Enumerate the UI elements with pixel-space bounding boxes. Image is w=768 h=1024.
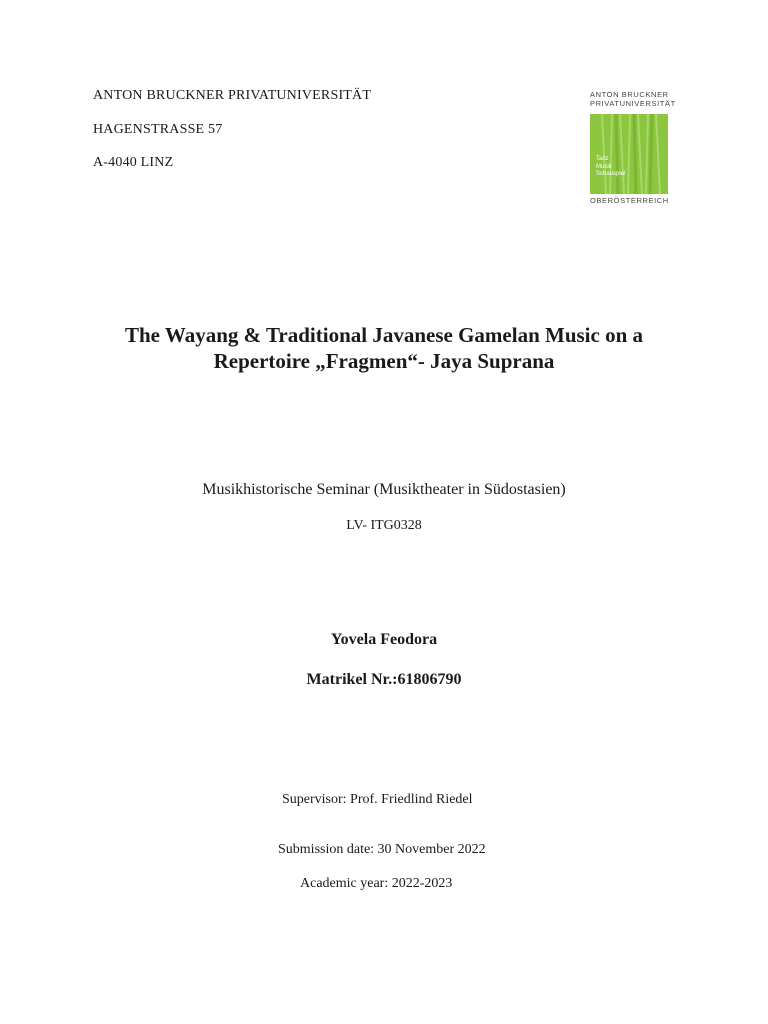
matriculation-number: Matrikel Nr.:61806790 bbox=[306, 671, 462, 688]
postal-city: A-4040 LINZ bbox=[93, 155, 174, 170]
course-code: LV- ITG0328 bbox=[346, 518, 422, 533]
logo-box-line2: Musik bbox=[596, 163, 612, 170]
logo-top-line2: PRIVATUNIVERSITÄT bbox=[590, 99, 676, 108]
logo-bottom-text: OBERÖSTERREICH bbox=[590, 196, 669, 205]
academic-year: Academic year: 2022-2023 bbox=[300, 876, 453, 891]
seminar-name: Musikhistorische Seminar (Musiktheater in Südostasien) bbox=[202, 481, 566, 498]
title-line2: Repertoire „Fragmen“- Jaya Suprana bbox=[213, 349, 555, 373]
thesis-title bbox=[60, 322, 708, 374]
logo-top-text bbox=[590, 90, 682, 108]
logo-stripes-graphic bbox=[590, 114, 668, 194]
logo-green-square bbox=[590, 114, 668, 194]
supervisor-line: Supervisor: Prof. Friedlind Riedel bbox=[282, 792, 473, 807]
street-address: HAGENSTRASSE 57 bbox=[93, 122, 223, 137]
logo-box-line1: Tanz bbox=[596, 156, 609, 162]
logo-box-text bbox=[596, 156, 625, 179]
submission-date: Submission date: 30 November 2022 bbox=[278, 842, 486, 857]
logo-top-line1: ANTON BRUCKNER bbox=[590, 90, 669, 99]
author-name: Yovela Feodora bbox=[330, 631, 438, 648]
university-name: ANTON BRUCKNER PRIVATUNIVERSITÄT bbox=[93, 88, 372, 103]
title-line1: The Wayang & Traditional Javanese Gamelan Music on a bbox=[124, 323, 644, 347]
logo-box-line3: Schauspiel bbox=[596, 171, 626, 177]
university-logo bbox=[582, 88, 678, 210]
